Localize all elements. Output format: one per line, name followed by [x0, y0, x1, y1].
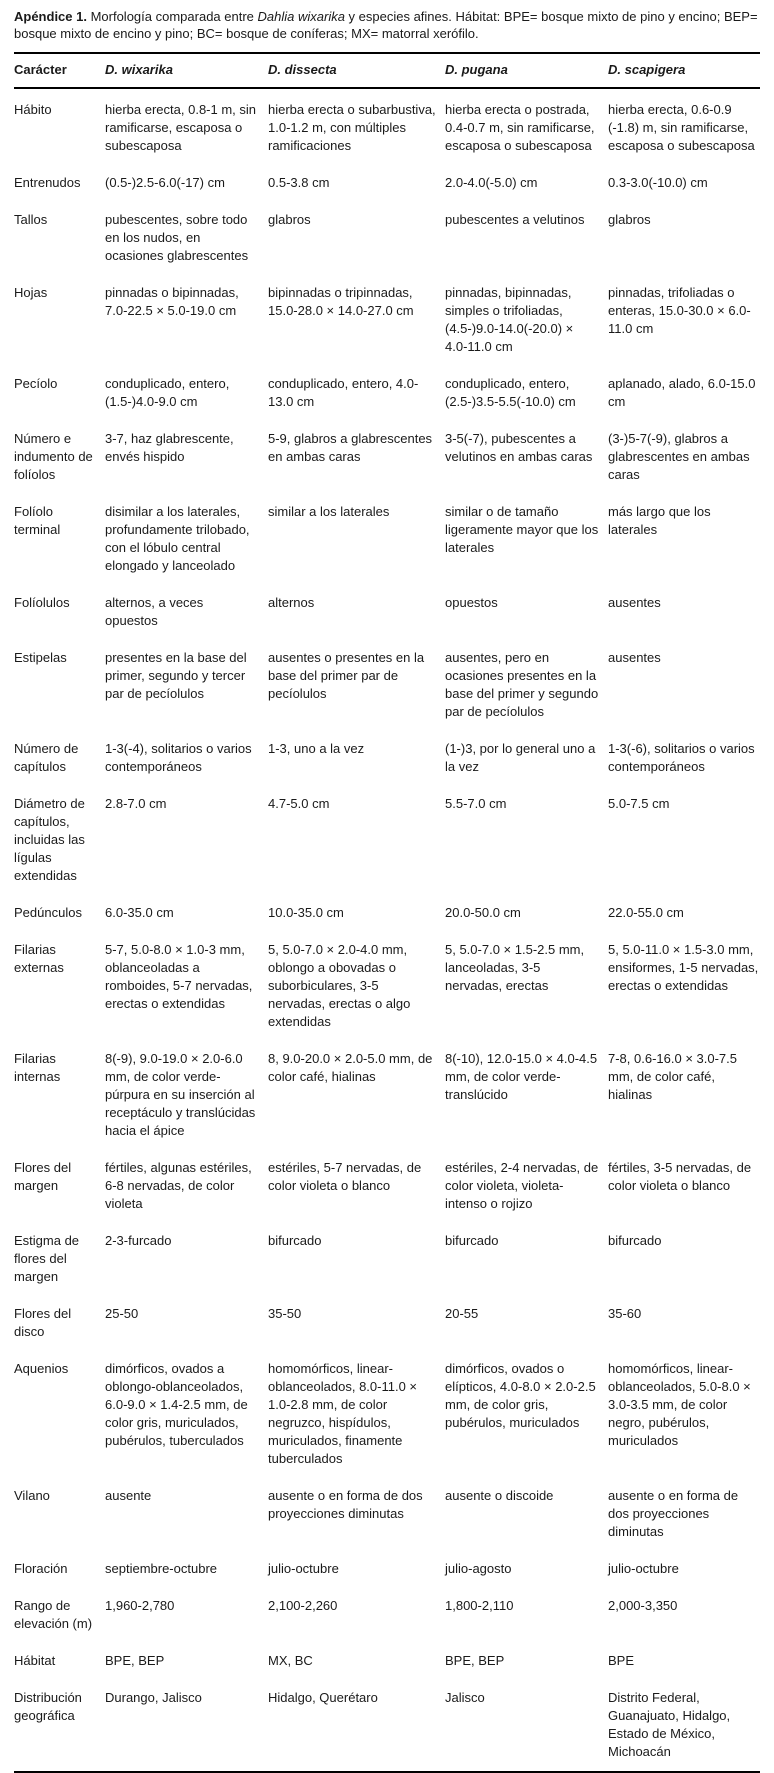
row-cell-dissecta: homomórficos, linear-oblanceolados, 8.0-11.0 × 1.0-2.8 mm, de color negruzco, hispídulos, muriculados, finamente tuberculados [268, 1361, 418, 1466]
row-cell-dissecta: conduplicado, entero, 4.0-13.0 cm [268, 376, 419, 409]
row-cell-wixarika: 2-3-furcado [105, 1233, 172, 1248]
row-cell-scapigera: hierba erecta, 0.6-0.9 (-1.8) m, sin ramificarse, escaposa o subescaposa [608, 102, 755, 153]
row-cell-scapigera: 5.0-7.5 cm [608, 796, 670, 811]
row-cell-wixarika: conduplicado, entero, (1.5-)4.0-9.0 cm [105, 376, 230, 409]
table-row [14, 1050, 760, 1140]
row-cell-wixarika: 1-3(-4), solitarios o varios contemporáneos [105, 741, 252, 774]
table-row [14, 430, 760, 484]
row-cell-pugana: 8(-10), 12.0-15.0 × 4.0-4.5 mm, de color verde-translúcido [445, 1051, 598, 1102]
row-cell-dissecta: 5-9, glabros a glabrescentes en ambas caras [268, 431, 433, 464]
row-cell-dissecta: 5, 5.0-7.0 × 2.0-4.0 mm, oblongo a obovadas o suborbiculares, 3-5 nervadas, erectas o algo extendidas [268, 942, 411, 1029]
row-cell-dissecta: MX, BC [268, 1653, 313, 1668]
row-cell-wixarika: 25-50 [105, 1306, 139, 1321]
row-cell-wixarika: disimilar a los laterales, profundamente trilobado, con el lóbulo central elongado y lanceolado [105, 504, 250, 573]
row-cell-wixarika: 6.0-35.0 cm [105, 905, 174, 920]
row-cell-dissecta: 2,100-2,260 [268, 1598, 338, 1613]
row-cell-pugana: 20.0-50.0 cm [445, 905, 521, 920]
table-header-row [14, 54, 760, 87]
table-row [14, 1487, 760, 1541]
row-cell-pugana: opuestos [445, 595, 498, 610]
row-cell-wixarika: 1,960-2,780 [105, 1598, 175, 1613]
row-cell-scapigera: 5, 5.0-11.0 × 1.5-3.0 mm, ensiformes, 1-5 nervadas, erectas o extendidas [608, 942, 759, 993]
row-cell-wixarika: 3-7, haz glabrescente, envés hispido [105, 431, 234, 464]
row-cell-scapigera: pinnadas, trifoliadas o enteras, 15.0-30.0 × 6.0-11.0 cm [608, 285, 751, 336]
row-cell-scapigera: fértiles, 3-5 nervadas, de color violeta o blanco [608, 1160, 752, 1193]
row-cell-dissecta: 1-3, uno a la vez [268, 741, 365, 756]
row-cell-wixarika: (0.5-)2.5-6.0(-17) cm [105, 175, 225, 190]
table-row [14, 1689, 760, 1761]
header-species-dissecta: D. dissecta [268, 62, 337, 77]
row-cell-pugana: hierba erecta o postrada, 0.4-0.7 m, sin ramificarse, escaposa o subescaposa [445, 102, 595, 153]
caption-label: Apéndice 1. [14, 9, 87, 24]
row-character-label: Estipelas [14, 650, 67, 665]
caption-species-italic: Dahlia wixarika [257, 9, 345, 24]
row-character-label: Rango de elevación (m) [14, 1598, 93, 1631]
row-character-label: Aquenios [14, 1361, 69, 1376]
row-character-label: Entrenudos [14, 175, 81, 190]
row-cell-wixarika: septiembre-octubre [105, 1561, 217, 1576]
row-character-label: Filarias internas [14, 1051, 61, 1084]
row-cell-pugana: 20-55 [445, 1306, 479, 1321]
header-species-scapigera: D. scapigera [608, 62, 686, 77]
row-cell-pugana: pubescentes a velutinos [445, 212, 585, 227]
row-cell-dissecta: glabros [268, 212, 311, 227]
row-cell-wixarika: dimórficos, ovados a oblongo-oblanceolados, 6.0-9.0 × 1.4-2.5 mm, de color gris, muriculados, pubérulos, tuberculados [105, 1361, 248, 1448]
row-cell-scapigera: ausentes [608, 595, 661, 610]
row-cell-pugana: julio-agosto [445, 1561, 512, 1576]
row-cell-dissecta: 0.5-3.8 cm [268, 175, 330, 190]
row-character-label: Diámetro de capítulos, incluidas las lígulas extendidas [14, 796, 85, 883]
comparison-table-body [14, 89, 760, 1761]
header-character: Carácter [14, 62, 67, 77]
row-cell-scapigera: ausentes [608, 650, 661, 665]
row-cell-dissecta: ausentes o presentes en la base del primer par de pecíolulos [268, 650, 425, 701]
row-cell-dissecta: estériles, 5-7 nervadas, de color violeta o blanco [268, 1160, 422, 1193]
row-cell-scapigera: ausente o en forma de dos proyecciones diminutas [608, 1488, 739, 1539]
row-character-label: Número e indumento de folíolos [14, 431, 93, 482]
row-cell-scapigera: bifurcado [608, 1233, 662, 1248]
row-cell-scapigera: BPE [608, 1653, 635, 1668]
row-cell-dissecta: 8, 9.0-20.0 × 2.0-5.0 mm, de color café, hialinas [268, 1051, 433, 1084]
row-cell-wixarika: BPE, BEP [105, 1653, 165, 1668]
caption-text-1: Morfología comparada entre [86, 9, 258, 24]
row-cell-pugana: 3-5(-7), pubescentes a velutinos en ambas caras [445, 431, 593, 464]
row-cell-wixarika: hierba erecta, 0.8-1 m, sin ramificarse, escaposa o subescaposa [105, 102, 257, 153]
table-row [14, 1159, 760, 1213]
row-cell-pugana: BPE, BEP [445, 1653, 505, 1668]
row-cell-pugana: ausentes, pero en ocasiones presentes en la base del primer y segundo par de pecíolulos [445, 650, 599, 719]
row-cell-pugana: 5.5-7.0 cm [445, 796, 507, 811]
row-cell-scapigera: julio-octubre [608, 1561, 679, 1576]
row-cell-pugana: Jalisco [445, 1690, 485, 1705]
row-cell-pugana: (1-)3, por lo general uno a la vez [445, 741, 596, 774]
caption-text-2: y especies afines. Hábitat: BPE= bosque mixto de pino y encino; BEP= bosque mixto de encino y pino; BC= bosque de coníferas; MX= matorral xerófilo. [14, 9, 758, 41]
row-cell-pugana: 1,800-2,110 [445, 1598, 514, 1613]
row-cell-pugana: conduplicado, entero, (2.5-)3.5-5.5(-10.0) cm [445, 376, 576, 409]
table-row [14, 649, 760, 721]
row-cell-scapigera: más largo que los laterales [608, 504, 711, 537]
row-cell-dissecta: 10.0-35.0 cm [268, 905, 344, 920]
table-row [14, 375, 760, 411]
row-character-label: Filarias externas [14, 942, 64, 975]
row-cell-wixarika: 2.8-7.0 cm [105, 796, 167, 811]
table-row [14, 174, 760, 192]
row-character-label: Hojas [14, 285, 48, 300]
header-species-pugana: D. pugana [445, 62, 508, 77]
table-row [14, 101, 760, 155]
table-row [14, 1652, 760, 1670]
row-character-label: Folíolulos [14, 595, 70, 610]
row-cell-scapigera: 1-3(-6), solitarios o varios contemporáneos [608, 741, 755, 774]
row-cell-scapigera: Distrito Federal, Guanajuato, Hidalgo, Estado de México, Michoacán [608, 1690, 731, 1759]
row-cell-dissecta: 35-50 [268, 1306, 302, 1321]
row-cell-pugana: ausente o discoide [445, 1488, 554, 1503]
row-character-label: Pecíolo [14, 376, 58, 391]
table-row [14, 795, 760, 885]
row-character-label: Hábito [14, 102, 52, 117]
row-character-label: Folíolo terminal [14, 504, 61, 537]
row-cell-scapigera: aplanado, alado, 6.0-15.0 cm [608, 376, 756, 409]
table-row [14, 1305, 760, 1341]
row-cell-dissecta: alternos [268, 595, 315, 610]
header-species-wixarika: D. wixarika [105, 62, 173, 77]
row-cell-wixarika: fértiles, algunas estériles, 6-8 nervadas, de color violeta [105, 1160, 252, 1211]
row-cell-dissecta: 4.7-5.0 cm [268, 796, 330, 811]
table-row [14, 904, 760, 922]
table-row [14, 740, 760, 776]
row-cell-pugana: estériles, 2-4 nervadas, de color violeta, violeta-intenso o rojizo [445, 1160, 599, 1211]
row-cell-dissecta: similar a los laterales [268, 504, 390, 519]
row-cell-dissecta: hierba erecta o subarbustiva, 1.0-1.2 m, con múltiples ramificaciones [268, 102, 436, 153]
row-character-label: Flores del margen [14, 1160, 72, 1193]
row-cell-scapigera: 2,000-3,350 [608, 1598, 678, 1613]
table-row [14, 941, 760, 1031]
table-row [14, 503, 760, 575]
row-cell-scapigera: glabros [608, 212, 651, 227]
row-cell-wixarika: 8(-9), 9.0-19.0 × 2.0-6.0 mm, de color verde-púrpura en su inserción al receptáculo y translúcidas hacia el ápice [105, 1051, 256, 1138]
row-character-label: Pedúnculos [14, 905, 82, 920]
row-cell-pugana: bifurcado [445, 1233, 499, 1248]
table-row [14, 594, 760, 630]
row-cell-wixarika: pubescentes, sobre todo en los nudos, en ocasiones glabrescentes [105, 212, 249, 263]
table-row [14, 1560, 760, 1578]
row-cell-dissecta: bipinnadas o tripinnadas, 15.0-28.0 × 14.0-27.0 cm [268, 285, 414, 318]
row-cell-dissecta: Hidalgo, Querétaro [268, 1690, 378, 1705]
row-character-label: Tallos [14, 212, 48, 227]
table-caption [14, 8, 760, 42]
row-character-label: Número de capítulos [14, 741, 79, 774]
row-cell-pugana: 5, 5.0-7.0 × 1.5-2.5 mm, lanceoladas, 3-5 nervadas, erectas [445, 942, 585, 993]
row-cell-scapigera: (3-)5-7(-9), glabros a glabrescentes en ambas caras [608, 431, 750, 482]
row-cell-pugana: similar o de tamaño ligeramente mayor que los laterales [445, 504, 599, 555]
row-cell-scapigera: 7-8, 0.6-16.0 × 3.0-7.5 mm, de color café, hialinas [608, 1051, 738, 1102]
row-cell-scapigera: 22.0-55.0 cm [608, 905, 684, 920]
row-character-label: Distribución geográfica [14, 1690, 82, 1723]
row-cell-pugana: 2.0-4.0(-5.0) cm [445, 175, 538, 190]
row-cell-scapigera: homomórficos, linear-oblanceolados, 5.0-8.0 × 3.0-3.5 mm, de color negro, pubérulos, muriculados [608, 1361, 751, 1448]
row-cell-wixarika: alternos, a veces opuestos [105, 595, 204, 628]
row-cell-pugana: pinnadas, bipinnadas, simples o trifoliadas, (4.5-)9.0-14.0(-20.0) × 4.0-11.0 cm [445, 285, 574, 354]
row-cell-dissecta: julio-octubre [268, 1561, 339, 1576]
row-character-label: Vilano [14, 1488, 50, 1503]
row-character-label: Floración [14, 1561, 68, 1576]
table-row [14, 211, 760, 265]
row-cell-scapigera: 0.3-3.0(-10.0) cm [608, 175, 708, 190]
row-cell-wixarika: pinnadas o bipinnadas, 7.0-22.5 × 5.0-19.0 cm [105, 285, 239, 318]
row-cell-pugana: dimórficos, ovados o elípticos, 4.0-8.0 × 2.0-2.5 mm, de color gris, pubérulos, muriculados [445, 1361, 596, 1430]
row-character-label: Flores del disco [14, 1306, 72, 1339]
table-row [14, 1360, 760, 1468]
row-cell-wixarika: presentes en la base del primer, segundo y tercer par de pecíolulos [105, 650, 247, 701]
row-character-label: Hábitat [14, 1653, 56, 1668]
row-cell-wixarika: ausente [105, 1488, 152, 1503]
row-cell-wixarika: Durango, Jalisco [105, 1690, 202, 1705]
table-row [14, 1597, 760, 1633]
table-row [14, 1232, 760, 1286]
row-cell-dissecta: bifurcado [268, 1233, 322, 1248]
row-cell-dissecta: ausente o en forma de dos proyecciones diminutas [268, 1488, 423, 1521]
row-cell-scapigera: 35-60 [608, 1306, 642, 1321]
row-cell-wixarika: 5-7, 5.0-8.0 × 1.0-3 mm, oblanceoladas a romboides, 5-7 nervadas, erectas o extendidas [105, 942, 253, 1011]
row-character-label: Estigma de flores del margen [14, 1233, 80, 1284]
table-row [14, 284, 760, 356]
